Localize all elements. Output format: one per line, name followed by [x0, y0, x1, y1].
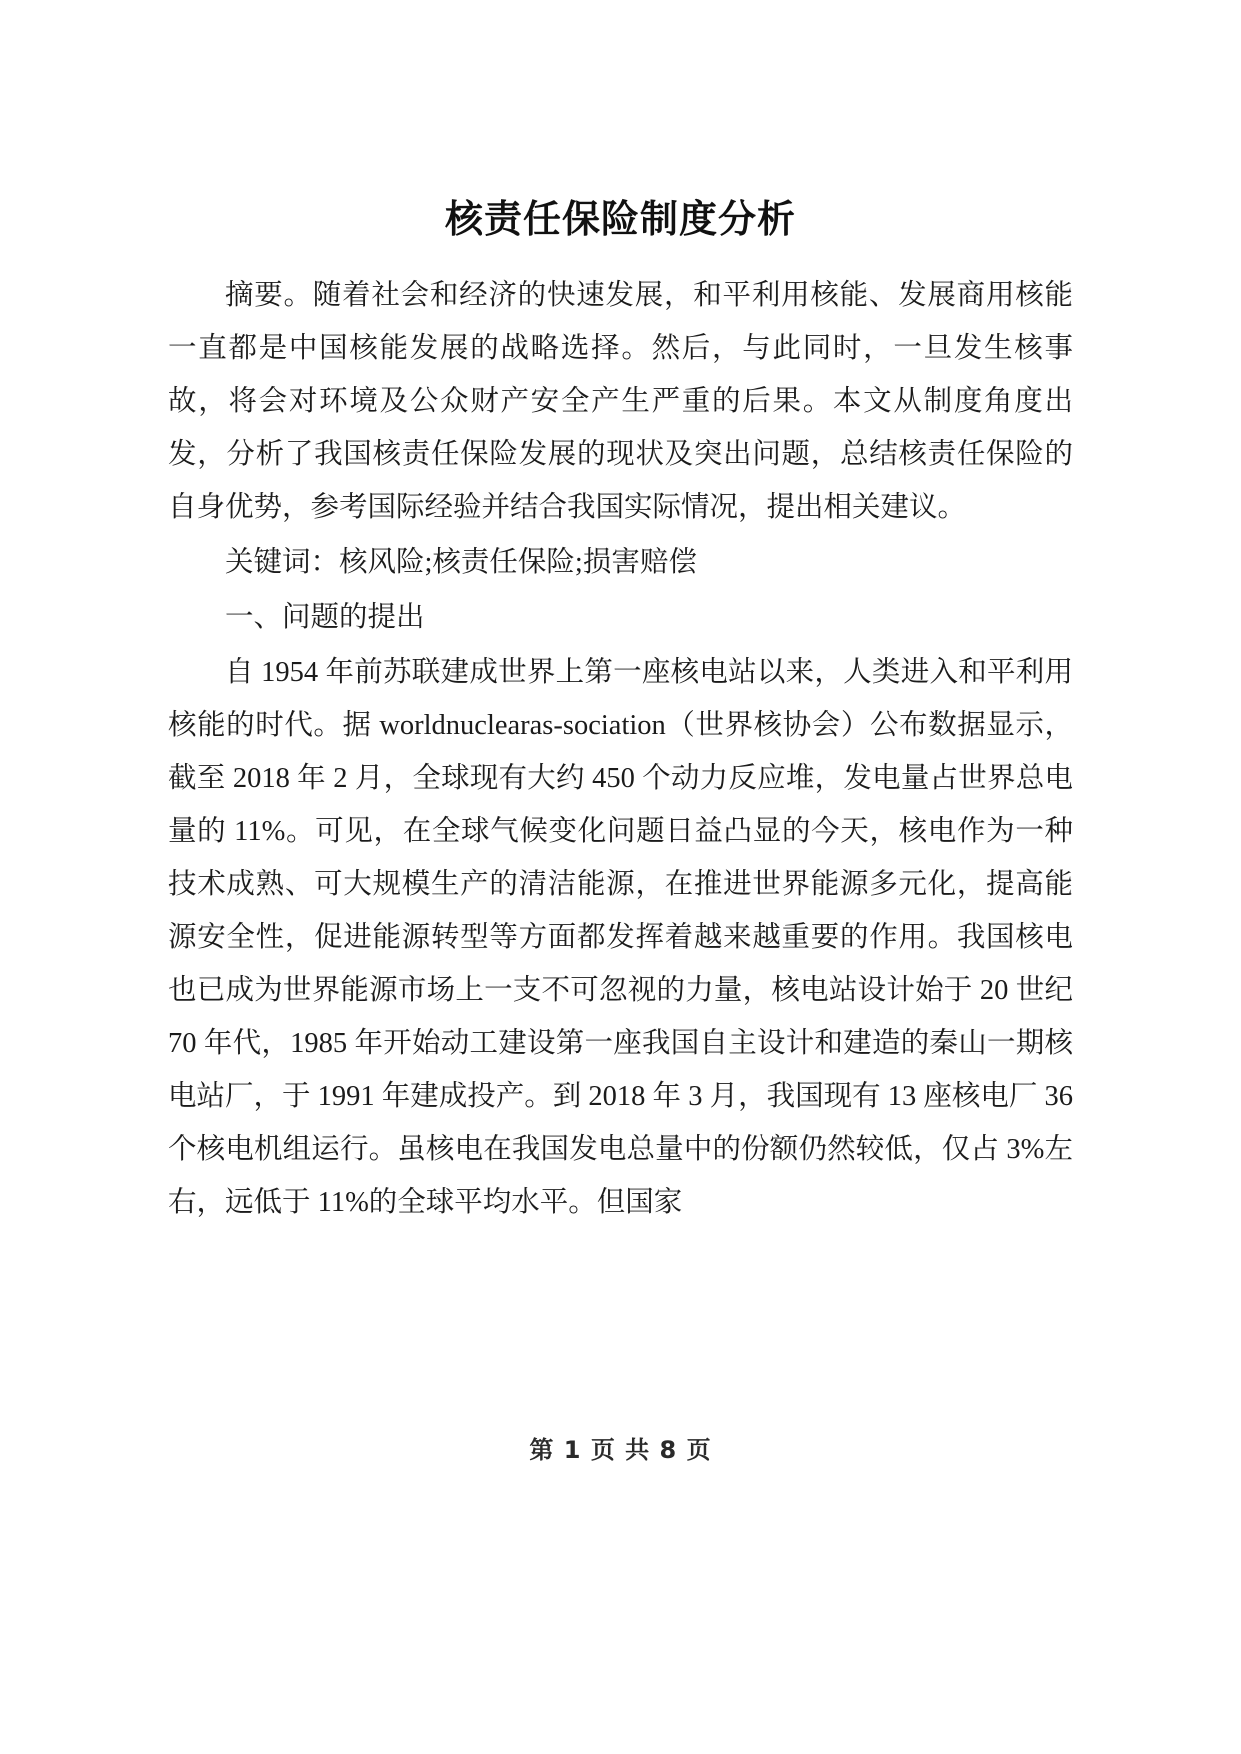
- paragraph-section-heading: 一、问题的提出: [225, 602, 425, 633]
- paragraph-abstract: 摘要。随着社会和经济的快速发展，和平利用核能、发展商用核能一直都是中国核能发展的战略选择。然后，与此同时，一旦发生核事故，将会对环境及公众财产安全产生严重的后果。本文从制度角度出发，分析了我国核责任保险发展的现状及突出问题，总结核责任保险的自身优势，参考国际经验并结合我国实际情况，提出相关建议。: [168, 280, 1073, 523]
- page-title: 核责任保险制度分析: [444, 197, 796, 241]
- document-body: [168, 188, 1073, 1231]
- paragraph-body-1: 自 1954 年前苏联建成世界上第一座核电站以来，人类进入和平利用核能的时代。据 worldnuclearas-sociation（世界核协会）公布数据显示，截至 2018 年 2 月，全球现有大约 450 个动力反应堆，发电量占世界总电量的 11%。可见，在全球气候变化问题日益凸显的今天，核电作为一种技术成熟、可大规模生产的清洁能源，在推进世界能源多元化，提高能源安全性，促进能源转型等方面都发挥着越来越重要的作用。我国核电也已成为世界能源市场上一支不可忽视的力量，核电站设计始于 20 世纪 70 年代，1985 年开始动工建设第一座我国自主设计和建造的秦山一期核电站厂，于 1991 年建成投产。到 2018 年 3 月，我国现有 13 座核电厂 36 个核电机组运行。虽核电在我国发电总量中的份额仍然较低，仅占 3%左右，远低于 11%的全球平均水平。但国家: [168, 657, 1073, 1218]
- paragraph-keywords: 关键词：核风险;核责任保险;损害赔偿: [225, 547, 697, 578]
- page-footer: 第 1 页 共 8 页: [529, 1436, 712, 1464]
